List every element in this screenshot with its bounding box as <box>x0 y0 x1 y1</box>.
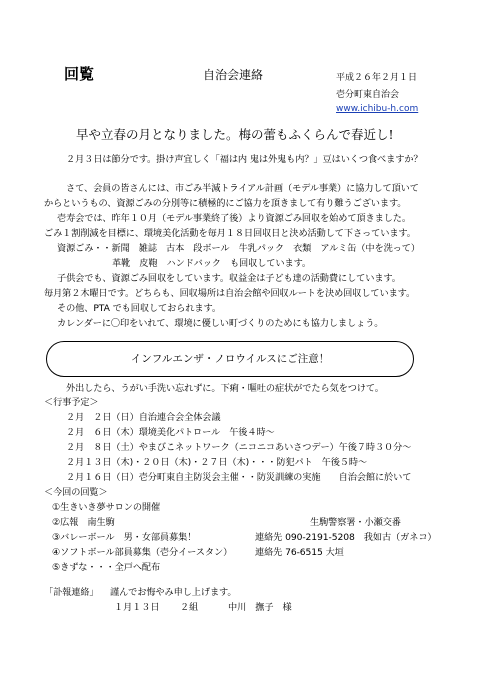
body-line: ごみ１割削減を目標に、環境美化活動を毎月１８日回収日と決め活動して下さっています。 <box>44 228 416 239</box>
obituary-label: 「訃報連絡」 <box>44 587 99 598</box>
obituary-date: １月１３日 <box>114 602 160 613</box>
circular-item-detail: 連絡先 76-6515 大垣 <box>255 547 344 558</box>
event-item: ２月 ８日（土）やまびこネットワーク（ニコニコあいさつデー）午後７時３０分～ <box>66 442 412 453</box>
obituary-group: ２組 <box>180 602 199 613</box>
event-item: ２月 ６日（木）環境美化パトロール 午後４時～ <box>66 427 275 438</box>
recyclables-list: 資源ごみ・・新聞 雑誌 古本 段ボール 牛乳パック 衣類 アルミ缶（中を洗って） <box>57 243 420 254</box>
issue-date: 平成２６年２月１日 <box>336 73 418 83</box>
circular-item-detail: 連絡先 090-2191-5208 我如古（ガネコ） <box>255 532 437 543</box>
influenza-banner <box>46 341 414 377</box>
influenza-banner-text: インフルエンザ・ノロウイルスにご注意！ <box>130 353 330 365</box>
event-item: ２月１６日（日）壱分町東自主防災会主催・・防災訓練の実施 自治会館に於いて <box>66 472 412 483</box>
circular-item: ⑤きずな・・・全戸へ配布 <box>52 562 161 573</box>
circular-item: ④ソフトボール部員募集（壱分イースタン） <box>52 547 233 558</box>
influenza-note: 外出したら、うがい手洗い忘れずに。下痢・嘔吐の症状がでたら気をつけて。 <box>66 383 384 394</box>
event-item: ２月 ２日（日）自治連合会全体会議 <box>66 412 221 423</box>
obituary-text: 謹んでお悔やみ申し上げます。 <box>110 587 237 598</box>
page-title: 自治会連絡 <box>203 68 264 82</box>
recyclables-list-cont: 革靴 皮鞄 ハンドバック も回収しています。 <box>112 258 312 269</box>
body-line: カレンダーに〇印をいれて、環境に優しい町づくりのためにも協力しましょう。 <box>57 318 384 329</box>
events-heading: ＜行事予定＞ <box>44 397 99 408</box>
obituary-name: 中川 撫子 様 <box>228 602 292 613</box>
website-link[interactable]: www.ichibu-h.com <box>336 104 419 114</box>
body-line: その他、PTA でも回収しておられます。 <box>57 303 221 314</box>
body-line: 壱寿会では、昨年１０月（モデル事業終了後）より資源ごみ回収を始めて頂きました。 <box>57 213 411 224</box>
kairan-label: 回覧 <box>64 65 95 83</box>
circular-item-detail: 生駒警察署・小瀬交番 <box>310 517 401 528</box>
body-line: 子供会でも、資源ごみ回収をしています。収益金は子ども達の活動費にしています。 <box>57 273 401 284</box>
circular-heading: ＜今回の回覧＞ <box>44 487 108 498</box>
headline: 早や立春の月となりました。梅の蕾もふくらんで春近し! <box>76 127 394 142</box>
body-line: さて、会員の皆さんには、市ごみ半減トライアル計画（モデル事業）に協力して頂いて <box>66 183 419 194</box>
organization-name: 壱分町東自治会 <box>336 90 400 100</box>
body-line: からというもの、資源ごみの分別等に積極的にご協力を頂きまして有り難うございます。 <box>44 198 407 209</box>
event-item: ２月１３日（木)・２０日（木)・２７日（木)・・・防犯パト 午後５時～ <box>66 457 368 468</box>
body-line: 毎月第２木曜日です。どちらも、回収場所は自治会館や回収ルートを決め回収しています。 <box>44 288 416 299</box>
circular-item: ③バレーボール 男・女部員募集！ <box>52 532 197 543</box>
setsubun-note: ２月３日は節分です。掛け声宜しく「福は内 鬼は外鬼も内？」豆はいくつ食べますか？ <box>66 154 423 165</box>
circular-item: ②広報 南生駒 <box>52 517 115 528</box>
circular-item: ①生きいき夢サロンの開催 <box>52 502 161 513</box>
